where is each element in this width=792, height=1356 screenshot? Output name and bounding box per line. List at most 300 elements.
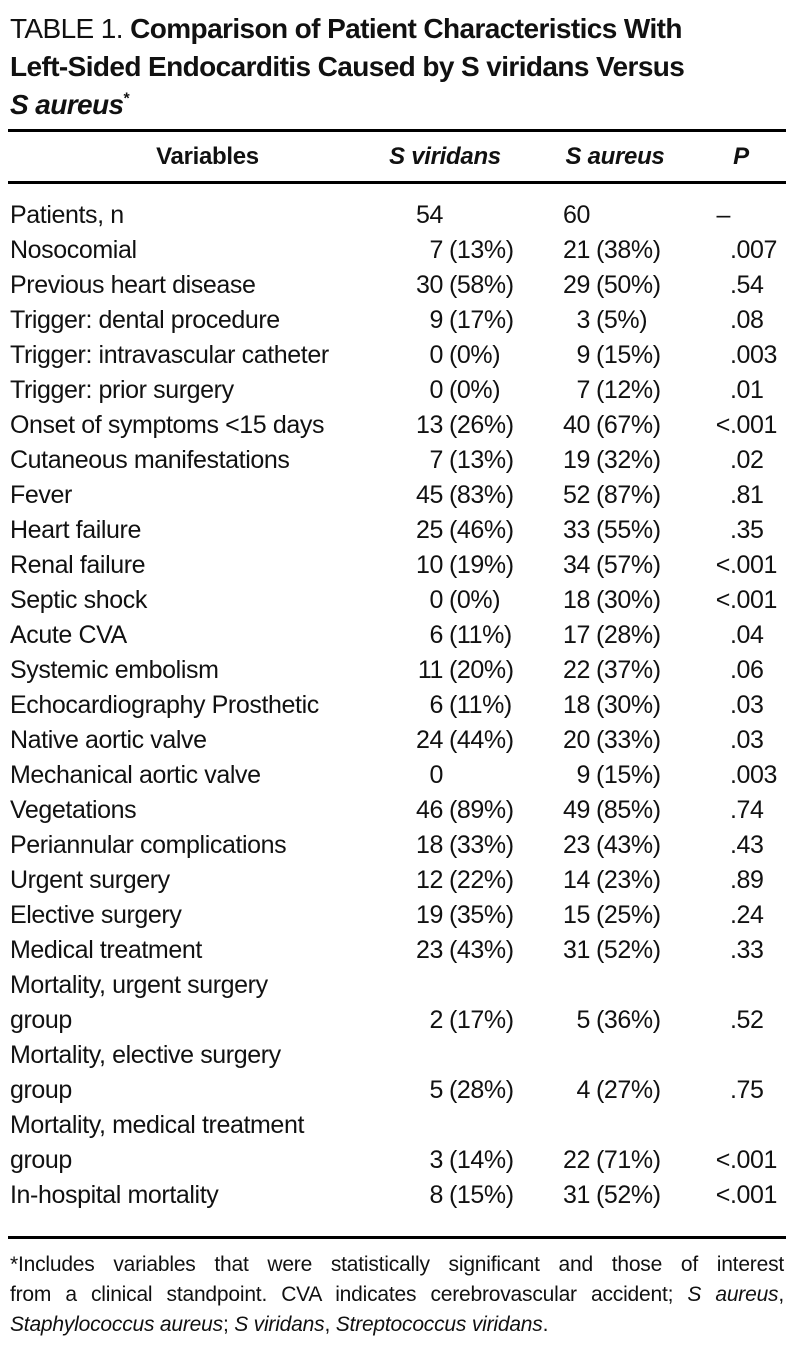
s-aureus-cell [530,1003,700,1038]
variable-cell: Trigger: dental procedure [10,306,280,334]
s-viridans-cell [360,583,530,618]
column-header-p: P [733,142,749,170]
value-percent: (38%) [596,236,661,264]
column-header-variables: Variables [156,142,259,170]
header-rule [8,181,786,184]
value-count: 5 [576,1006,590,1034]
p-number: .001 [730,586,778,614]
value-percent: (46%) [449,516,514,544]
s-viridans-cell [360,373,530,408]
s-aureus-cell [530,1178,700,1213]
value-count: 9 [576,341,590,369]
value-count: 17 [562,621,590,649]
s-aureus-cell [530,548,700,583]
table-title [10,10,788,124]
p-number: .33 [730,936,764,964]
table-row [10,828,782,863]
s-aureus-cell [530,1073,700,1108]
s-aureus-cell [530,478,700,513]
s-viridans-cell [360,1178,530,1213]
s-viridans-cell [360,548,530,583]
table-row [10,478,782,513]
value-percent: (27%) [596,1076,661,1104]
table-row [10,653,782,688]
p-number: .001 [730,1146,778,1174]
table-row [10,898,782,933]
value-percent: (26%) [449,411,514,439]
p-number: .74 [730,796,764,824]
p-value-cell [700,618,782,653]
value-percent: (15%) [596,341,661,369]
empty-cell [530,1038,700,1073]
empty-cell [700,1038,782,1073]
variable-cell: Cutaneous manifestations [10,446,290,474]
value-count: 6 [429,621,443,649]
footnote-text: from a clinical standpoint. CVA indicates cerebrovascular accident; [10,1283,688,1306]
value-percent: (58%) [449,271,514,299]
p-prefix: < [715,1146,730,1174]
p-number: .75 [730,1076,764,1104]
variable-cell: Echocardiography Prosthetic [10,691,319,719]
title-segment: TABLE 1. [10,13,131,44]
value-count: 3 [576,306,590,334]
value-count: 18 [415,831,443,859]
table-row [10,723,782,758]
column-header-s-aureus: S aureus [565,142,665,170]
s-viridans-cell [360,688,530,723]
empty-cell [360,968,530,1003]
value-percent: (85%) [596,796,661,824]
p-prefix: < [715,411,730,439]
s-viridans-cell [360,268,530,303]
p-value-cell [700,1143,782,1178]
variable-cell: Mortality, medical treatment [10,1111,304,1139]
variable-cell: Renal failure [10,551,146,579]
variable-cell: group [10,1076,72,1104]
title-segment: S aureus [10,89,124,120]
table-row [10,373,782,408]
value-count: 0 [429,586,443,614]
table-row [10,933,782,968]
value-percent: (17%) [449,306,514,334]
value-percent: (15%) [596,761,661,789]
p-value-cell [700,233,782,268]
empty-cell [530,1108,700,1143]
value-percent: (52%) [596,1181,661,1209]
column-header-s-viridans: S viridans [389,142,501,170]
p-value-cell [700,548,782,583]
s-aureus-cell [530,723,700,758]
value-percent: (28%) [596,621,661,649]
s-viridans-cell [360,618,530,653]
value-percent: (43%) [596,831,661,859]
s-viridans-cell [360,898,530,933]
p-number: .03 [730,726,764,754]
p-prefix: < [715,586,730,614]
s-aureus-cell [530,688,700,723]
footnote [10,1250,784,1340]
variable-cell: Trigger: prior surgery [10,376,234,404]
value-count: 24 [415,726,443,754]
footnote-text: , [324,1313,336,1336]
p-value-cell [700,793,782,828]
s-viridans-cell [360,478,530,513]
table-row-label-line [10,1108,782,1143]
value-count: 14 [562,866,590,894]
value-percent: (52%) [596,936,661,964]
s-viridans-cell [360,233,530,268]
value-count: 13 [415,411,443,439]
s-viridans-cell [360,513,530,548]
footnote-italic-term: Streptococcus viridans [335,1313,543,1336]
p-value-cell [700,303,782,338]
value-count: 49 [562,796,590,824]
p-value-cell [700,408,782,443]
table-row [10,338,782,373]
variable-cell: Nosocomial [10,236,137,264]
value-count: 0 [429,341,443,369]
value-count: 22 [562,656,590,684]
value-count: 7 [429,446,443,474]
empty-cell [530,968,700,1003]
p-prefix: < [715,1181,730,1209]
value-percent: (87%) [596,481,661,509]
table-row [10,233,782,268]
value-count: 0 [429,376,443,404]
value-percent: (83%) [449,481,514,509]
value-percent: (43%) [449,936,514,964]
p-value-cell [700,513,782,548]
value-count: 8 [429,1181,443,1209]
table-row-label-line [10,1038,782,1073]
s-viridans-cell [360,443,530,478]
value-count: 30 [415,271,443,299]
s-viridans-cell [360,758,530,793]
variable-cell: Acute CVA [10,621,127,649]
table-row [10,1073,782,1108]
s-aureus-cell [530,618,700,653]
s-aureus-cell [530,583,700,618]
value-count: 34 [562,551,590,579]
value-count: 0 [429,761,443,789]
bottom-rule [8,1236,786,1239]
p-number: .43 [730,831,764,859]
value-count: 25 [415,516,443,544]
value-percent: (33%) [596,726,661,754]
s-viridans-cell [360,723,530,758]
value-count: 45 [415,481,443,509]
value-percent: (33%) [449,831,514,859]
variable-cell: Urgent surgery [10,866,170,894]
value-percent: (30%) [596,691,661,719]
s-viridans-cell [360,828,530,863]
value-count: 3 [429,1146,443,1174]
s-viridans-cell [360,793,530,828]
s-aureus-cell [530,373,700,408]
footnote-text: , [778,1283,784,1306]
s-viridans-cell [360,338,530,373]
footnote-text: *Includes variables that were statistically significant and those of interest [10,1253,784,1276]
s-aureus-cell [530,338,700,373]
p-value-cell [700,478,782,513]
value-percent: (13%) [449,236,514,264]
s-viridans-cell [360,863,530,898]
value-count: 9 [429,306,443,334]
s-aureus-cell [530,933,700,968]
p-prefix: < [715,551,730,579]
p-value-cell [700,933,782,968]
p-value-cell [700,583,782,618]
footnote-line [10,1310,784,1340]
title-segment: Left-Sided Endocarditis Caused by S viridans Versus [10,51,685,82]
value-count: 19 [562,446,590,474]
s-viridans-cell [360,408,530,443]
p-number: .08 [730,306,764,334]
variable-cell: Mortality, elective surgery [10,1041,281,1069]
p-number: .35 [730,516,764,544]
variable-cell: Patients, n [10,201,124,229]
s-aureus-cell [530,233,700,268]
p-prefix: – [716,201,730,229]
variable-cell: Fever [10,481,72,509]
s-aureus-cell [530,1143,700,1178]
p-number: .04 [730,621,764,649]
table-row [10,758,782,793]
p-value-cell [700,373,782,408]
footnote-italic-term: S aureus [687,1283,779,1306]
s-viridans-cell [360,1143,530,1178]
value-percent: (30%) [596,586,661,614]
value-percent: (0%) [449,586,501,614]
footnote-line [10,1250,784,1280]
s-aureus-cell [530,758,700,793]
title-segment: * [123,90,130,108]
empty-cell [360,1038,530,1073]
value-percent: (20%) [449,656,514,684]
p-value-cell [700,653,782,688]
value-count: 10 [415,551,443,579]
value-count: 9 [576,761,590,789]
table-row [10,1178,782,1213]
value-percent: (12%) [596,376,661,404]
p-number: .001 [730,1181,778,1209]
value-percent: (32%) [596,446,661,474]
value-count: 4 [576,1076,590,1104]
value-count: 46 [415,796,443,824]
s-aureus-cell [530,303,700,338]
empty-cell [700,1108,782,1143]
p-value-cell [700,198,782,233]
value-percent: (55%) [596,516,661,544]
value-percent: (57%) [596,551,661,579]
footnote-line [10,1280,784,1310]
p-number: .89 [730,866,764,894]
value-percent: (50%) [596,271,661,299]
value-count: 7 [576,376,590,404]
value-percent: (5%) [596,306,648,334]
value-count: 18 [562,691,590,719]
variable-cell: Medical treatment [10,936,202,964]
value-percent: (13%) [449,446,514,474]
p-number: .24 [730,901,764,929]
value-percent: (0%) [449,341,501,369]
value-count: 11 [417,656,443,684]
p-number: .02 [730,446,764,474]
table-row [10,583,782,618]
value-count: 18 [562,586,590,614]
p-value-cell [700,863,782,898]
s-aureus-cell [530,198,700,233]
title-line [10,10,788,48]
s-viridans-cell [360,198,530,233]
value-count: 12 [415,866,443,894]
table-row [10,863,782,898]
value-percent: (35%) [449,901,514,929]
value-count: 22 [562,1146,590,1174]
table-row [10,618,782,653]
s-aureus-cell [530,828,700,863]
value-count: 5 [429,1076,443,1104]
table-row [10,408,782,443]
value-count: 54 [415,201,443,229]
p-number: .54 [730,271,764,299]
p-value-cell [700,1003,782,1038]
table-row-label-line [10,968,782,1003]
value-percent: (15%) [449,1181,514,1209]
p-number: .81 [730,481,764,509]
value-percent: (11%) [449,621,512,649]
s-aureus-cell [530,898,700,933]
variable-cell: Onset of symptoms <15 days [10,411,325,439]
p-value-cell [700,758,782,793]
title-segment: Comparison of Patient Characteristics With [130,13,682,44]
table-row [10,688,782,723]
value-percent: (71%) [596,1146,661,1174]
value-percent: (67%) [596,411,661,439]
footnote-italic-term: Staphylococcus aureus [10,1313,223,1336]
table-row [10,443,782,478]
variable-cell: Heart failure [10,516,141,544]
table-row [10,793,782,828]
s-aureus-cell [530,268,700,303]
footnote-italic-term: S viridans [234,1313,325,1336]
variable-cell: group [10,1146,72,1174]
value-count: 19 [415,901,443,929]
variable-cell: Elective surgery [10,901,182,929]
s-viridans-cell [360,653,530,688]
p-value-cell [700,688,782,723]
variable-cell: Vegetations [10,796,137,824]
value-count: 23 [562,831,590,859]
value-percent: (28%) [449,1076,514,1104]
value-count: 31 [562,936,590,964]
variable-cell: Mechanical aortic valve [10,761,261,789]
variable-cell: Septic shock [10,586,147,614]
table-row [10,268,782,303]
p-value-cell [700,723,782,758]
value-count: 40 [562,411,590,439]
p-value-cell [700,1178,782,1213]
p-number: .007 [730,236,778,264]
p-number: .06 [730,656,764,684]
variable-cell: Native aortic valve [10,726,207,754]
table-row [10,548,782,583]
footnote-text: . [542,1313,549,1336]
value-count: 2 [429,1006,443,1034]
p-value-cell [700,338,782,373]
p-number: .001 [730,551,778,579]
value-count: 29 [562,271,590,299]
value-count: 15 [562,901,590,929]
variable-cell: Previous heart disease [10,271,256,299]
p-number: .001 [730,411,778,439]
value-count: 60 [562,201,590,229]
s-aureus-cell [530,408,700,443]
p-value-cell [700,898,782,933]
value-count: 31 [562,1181,590,1209]
value-count: 21 [562,236,590,264]
variable-cell: Mortality, urgent surgery [10,971,268,999]
s-viridans-cell [360,1073,530,1108]
value-count: 6 [429,691,443,719]
value-count: 33 [562,516,590,544]
variable-cell: Systemic embolism [10,656,219,684]
table-row [10,1003,782,1038]
value-count: 23 [415,936,443,964]
value-percent: (36%) [596,1006,661,1034]
s-viridans-cell [360,303,530,338]
value-percent: (0%) [449,376,501,404]
table-header-row [10,132,782,181]
variable-cell: group [10,1006,72,1034]
table-row [10,1143,782,1178]
value-percent: (25%) [596,901,661,929]
characteristics-table [10,198,782,1213]
table-row [10,303,782,338]
p-value-cell [700,1073,782,1108]
value-percent: (37%) [596,656,661,684]
value-percent: (11%) [449,691,512,719]
value-percent: (89%) [449,796,514,824]
p-number: .003 [730,341,778,369]
s-viridans-cell [360,1003,530,1038]
p-number: .52 [730,1006,764,1034]
p-value-cell [700,443,782,478]
p-number: .01 [730,376,764,404]
table-row [10,198,782,233]
p-number: .03 [730,691,764,719]
value-percent: (23%) [596,866,661,894]
table-row [10,513,782,548]
value-percent: (14%) [449,1146,514,1174]
s-aureus-cell [530,443,700,478]
empty-cell [360,1108,530,1143]
title-line [10,86,788,124]
s-aureus-cell [530,513,700,548]
value-count: 52 [562,481,590,509]
s-viridans-cell [360,933,530,968]
value-percent: (22%) [449,866,514,894]
value-percent: (44%) [449,726,514,754]
p-number: .003 [730,761,778,789]
s-aureus-cell [530,793,700,828]
variable-cell: In-hospital mortality [10,1181,219,1209]
title-line [10,48,788,86]
empty-cell [700,968,782,1003]
value-count: 20 [562,726,590,754]
s-aureus-cell [530,863,700,898]
p-value-cell [700,828,782,863]
